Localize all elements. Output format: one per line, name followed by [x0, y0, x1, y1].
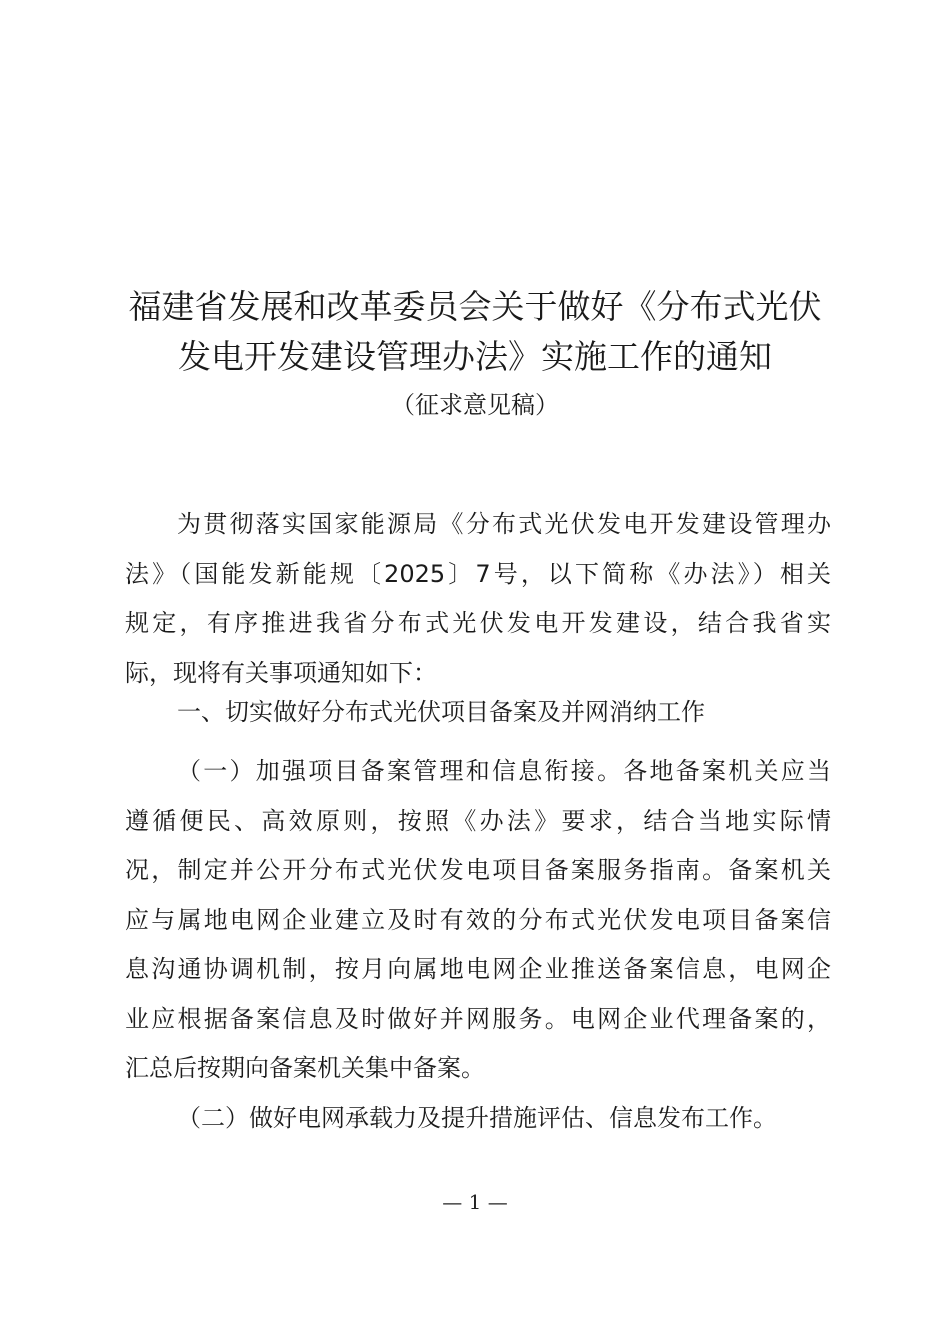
intro-paragraph — [125, 500, 831, 698]
intro-line: 际，现将有关事项通知如下： — [125, 658, 437, 687]
page-number: — 1 — — [442, 1190, 508, 1214]
item-1-paragraph — [125, 747, 831, 1094]
item-1-line: 汇总后按期向备案机关集中备案。 — [125, 1054, 485, 1082]
item-1-line: 遵循便民、高效原则，按照《办法》要求，结合当地实际情 — [125, 806, 831, 835]
intro-line: 法》（国能发新能规〔2025〕7号，以下简称《办法》）相关 — [125, 559, 831, 588]
item-1-line: 息沟通协调机制，按月向属地电网企业推送备案信息，电网企 — [125, 955, 831, 983]
item-2-paragraph — [125, 1094, 831, 1144]
document-title-line-1: 福建省发展和改革委员会关于做好《分布式光伏 — [128, 287, 822, 326]
item-1-line: 业应根据备案信息及时做好并网服务。电网企业代理备案的， — [125, 1004, 831, 1033]
intro-line: 规定，有序推进我省分布式光伏发电开发建设，结合我省实 — [125, 609, 831, 637]
section-1-heading: 一、切实做好分布式光伏项目备案及并网消纳工作 — [177, 698, 705, 726]
document-subtitle: （征求意见稿） — [391, 391, 559, 419]
item-1-line: 应与属地电网企业建立及时有效的分布式光伏发电项目备案信 — [125, 905, 831, 934]
item-1-line: 况，制定并公开分布式光伏发电项目备案服务指南。备案机关 — [125, 856, 831, 884]
document-title-line-2: 发电开发建设管理办法》实施工作的通知 — [178, 337, 772, 376]
intro-line: 为贯彻落实国家能源局《分布式光伏发电开发建设管理办 — [177, 510, 831, 538]
item-2-line: （二）做好电网承载力及提升措施评估、信息发布工作。 — [177, 1104, 777, 1132]
item-1-line: （一）加强项目备案管理和信息衔接。各地备案机关应当 — [177, 757, 831, 785]
